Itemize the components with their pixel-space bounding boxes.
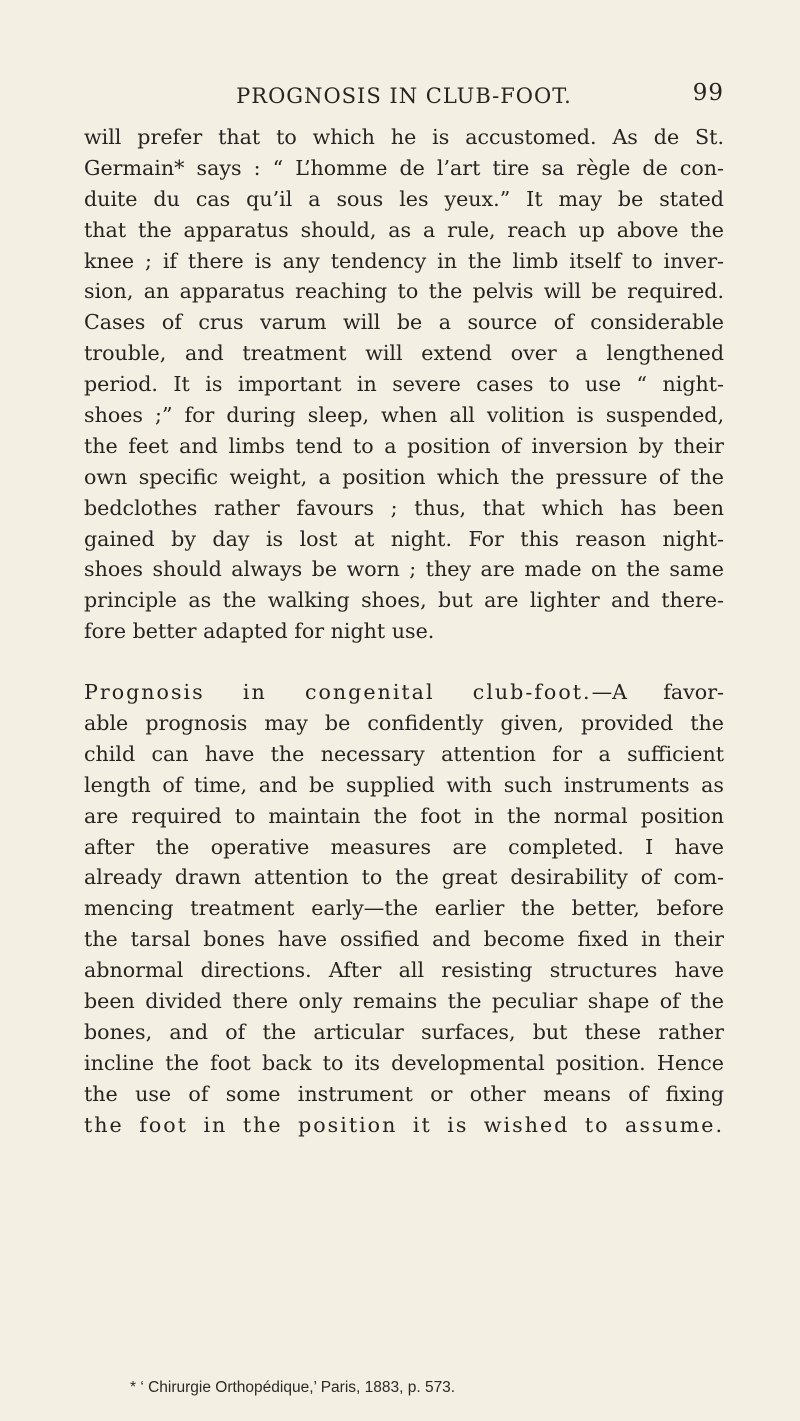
text-line: duite du cas qu’il a sous les yeux.” It may be stated xyxy=(84,186,724,211)
text-fragment: —A favor- xyxy=(591,680,725,705)
page-header xyxy=(84,80,724,112)
text-line: abnormal directions. After all resisting structures have xyxy=(84,958,724,983)
text-line: the foot in the position it is wished to assume. xyxy=(84,1112,724,1137)
paragraph-gap xyxy=(84,647,724,677)
body-text xyxy=(84,122,724,1141)
text-line: sion, an apparatus reaching to the pelvis will be required. xyxy=(84,279,724,304)
text-line: child can have the necessary attention for a sufficient xyxy=(84,741,724,766)
text-line: period. It is important in severe cases to use “ night- xyxy=(84,372,724,397)
text-line: Germain* says : “ L’homme de l’art tire sa règle de con- xyxy=(84,155,724,180)
text-line: Cases of crus varum will be a source of considerable xyxy=(84,310,724,335)
text-line: the tarsal bones have ossified and become fixed in their xyxy=(84,927,724,952)
text-line: bones, and of the articular surfaces, but these rather xyxy=(84,1019,724,1044)
text-line: been divided there only remains the peculiar shape of the xyxy=(84,989,724,1014)
text-line: the feet and limbs tend to a position of inversion by their xyxy=(84,433,724,458)
text-line: gained by day is lost at night. For this reason night- xyxy=(84,526,724,551)
text-line: shoes should always be worn ; they are made on the same xyxy=(84,557,724,582)
text-line: shoes ;” for during sleep, when all volition is suspended, xyxy=(84,403,724,428)
text-line: own specific weight, a position which the pressure of the xyxy=(84,464,724,489)
text-line: knee ; if there is any tendency in the limb itself to inver- xyxy=(84,248,724,273)
text-line: the use of some instrument or other means of fixing xyxy=(84,1081,724,1106)
text-line: able prognosis may be confidently given, provided the xyxy=(84,711,724,736)
page-number: 99 xyxy=(692,80,724,106)
footnote: * ‘ Chirurgie Orthopédique,’ Paris, 1883, p. 573. xyxy=(130,1379,456,1396)
text-line xyxy=(84,677,724,708)
text-line: already drawn attention to the great desirability of com- xyxy=(84,865,724,890)
text-line: fore better adapted for night use. xyxy=(84,619,435,644)
text-line: incline the foot back to its developmental position. Hence xyxy=(84,1050,724,1075)
text-line: after the operative measures are completed. I have xyxy=(84,834,724,859)
text-line: bedclothes rather favours ; thus, that which has been xyxy=(84,495,724,520)
text-line: will prefer that to which he is accustomed. As de St. xyxy=(84,125,724,149)
text-line: trouble, and treatment will extend over a lengthened xyxy=(84,341,724,366)
section-heading: Prognosis in congenital club-foot. xyxy=(84,680,592,705)
text-line: length of time, and be supplied with such instruments as xyxy=(84,772,724,797)
text-line: are required to maintain the foot in the normal position xyxy=(84,803,724,828)
text-line: mencing treatment early—the earlier the better, before xyxy=(84,896,724,921)
text-line: that the apparatus should, as a rule, reach up above the xyxy=(84,217,724,242)
text-line: principle as the walking shoes, but are lighter and there- xyxy=(84,588,724,613)
running-head: PROGNOSIS IN CLUB-FOOT. xyxy=(236,84,572,108)
